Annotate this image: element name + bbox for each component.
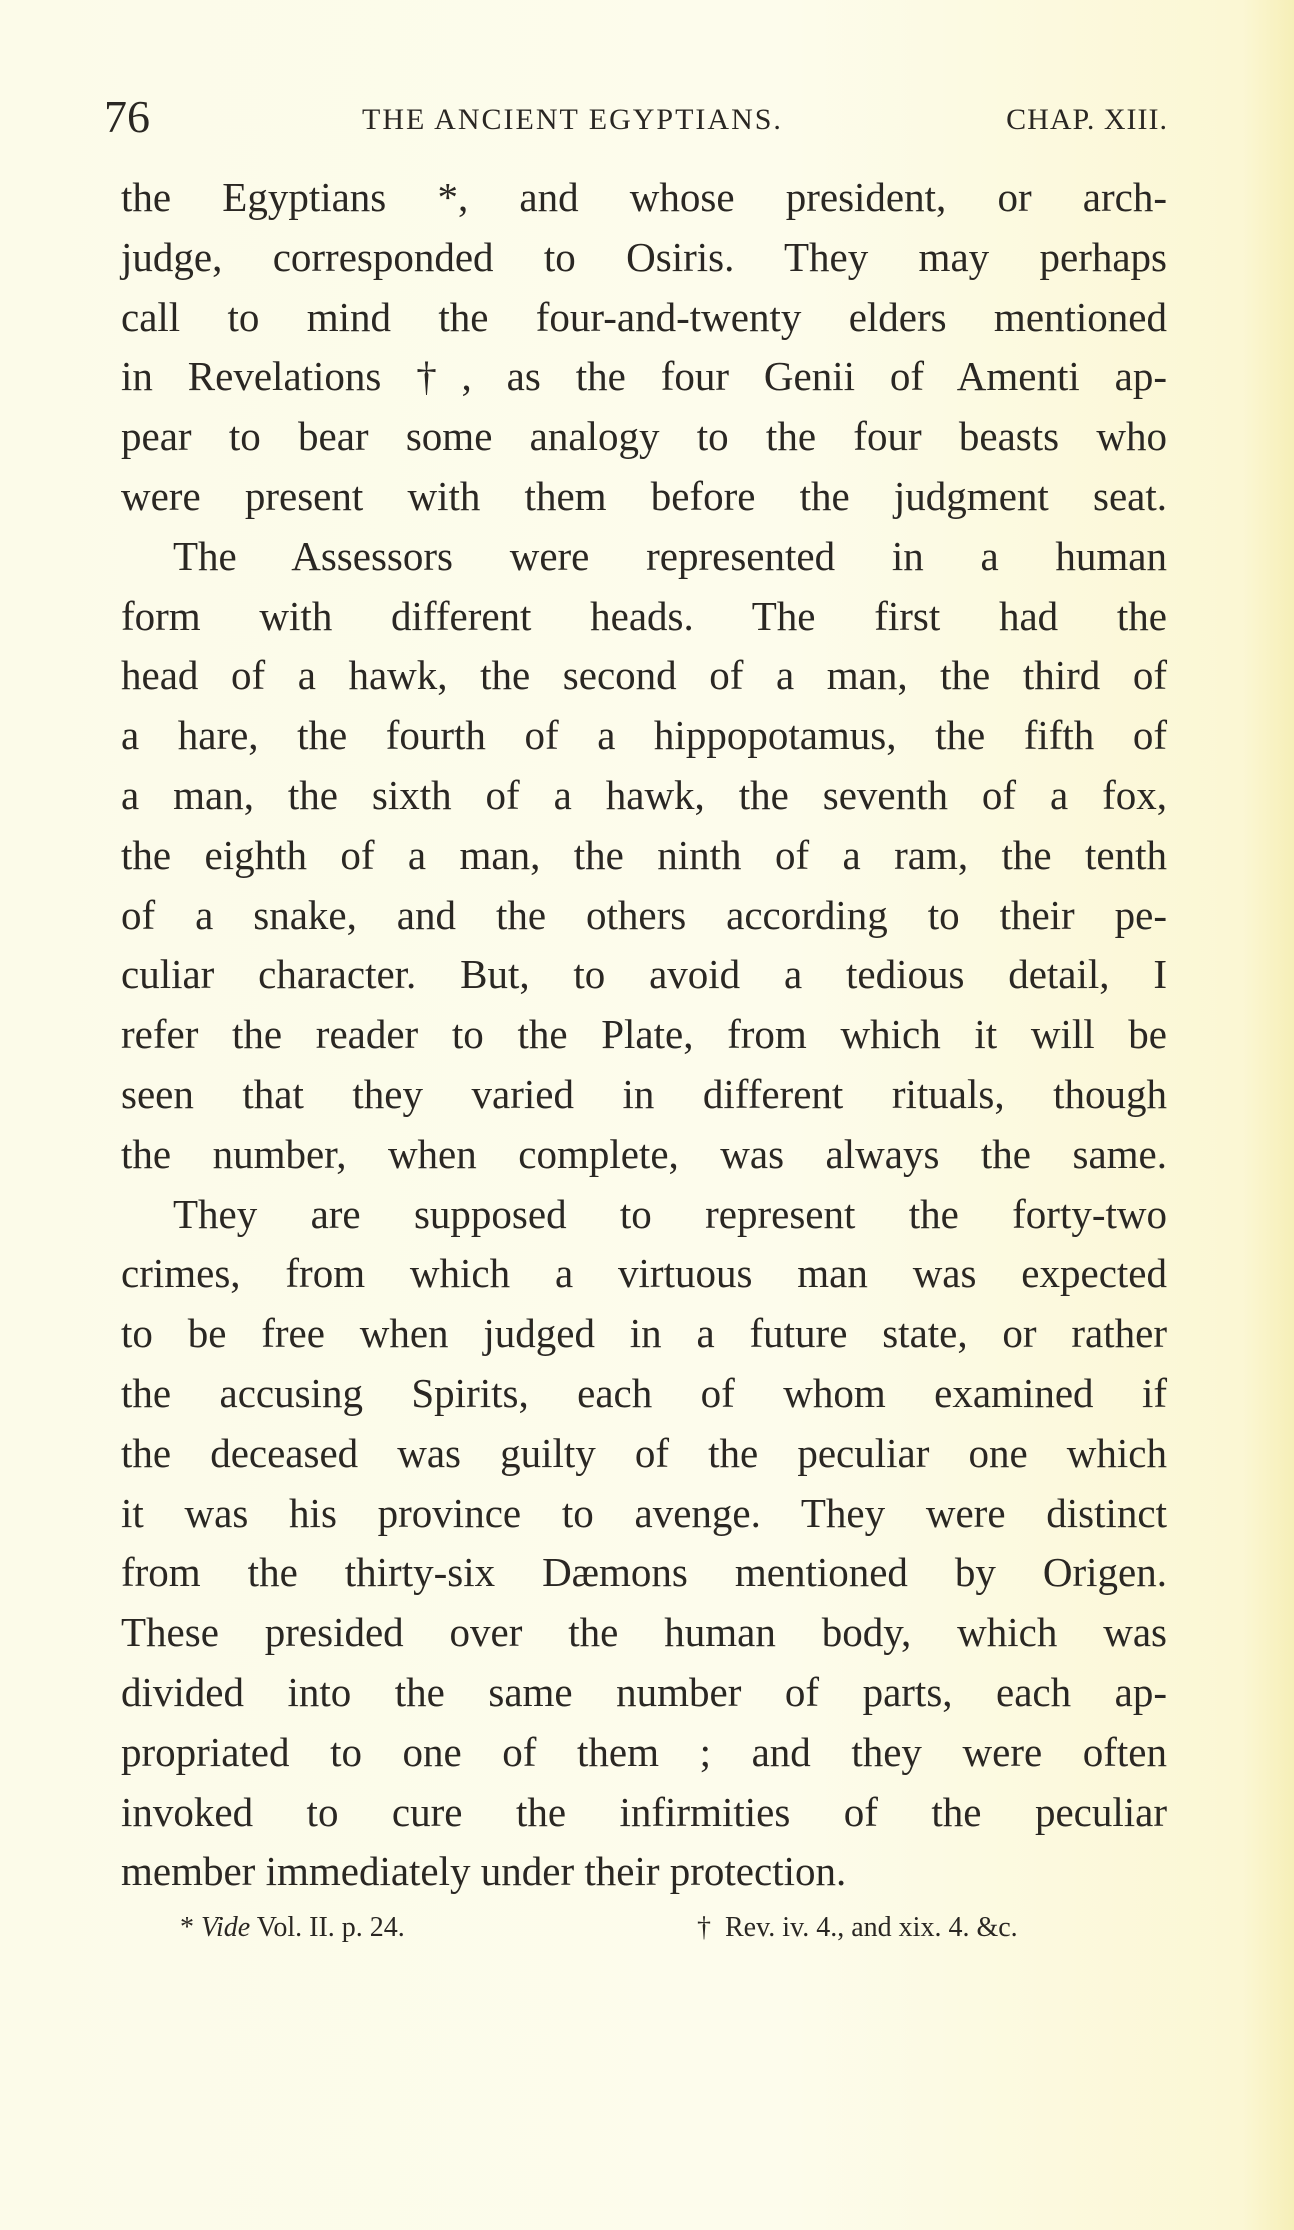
text-line: a hare, the fourth of a hippopotamus, the fifth of — [121, 712, 1167, 759]
footnote-1-mark: * — [180, 1912, 194, 1943]
text-line: to be free when judged in a future state, or rather — [121, 1310, 1167, 1357]
text-line: in Revelations †, as the four Genii of Amenti ap- — [121, 353, 1167, 400]
body-text — [121, 168, 1167, 1902]
text-line: the eighth of a man, the ninth of a ram, the tenth — [121, 831, 1167, 878]
text-line: member immediately under their protection. — [121, 1848, 847, 1895]
text-line: These presided over the human body, which was — [121, 1609, 1167, 1656]
text-line: seen that they varied in different rituals, though — [121, 1070, 1167, 1117]
page-number: 76 — [104, 91, 150, 142]
text-line: propriated to one of them ; and they were often — [121, 1728, 1167, 1775]
footnote-2-text: Rev. iv. 4., and xix. 4. &c. — [725, 1912, 1018, 1943]
text-line: culiar character. But, to avoid a tedious detail, I — [121, 951, 1167, 998]
footnote-2-mark: † — [697, 1912, 711, 1943]
text-line: the number, when complete, was always the same. — [121, 1130, 1167, 1177]
text-line: the accusing Spirits, each of whom examined if — [121, 1369, 1167, 1416]
text-line: the deceased was guilty of the peculiar one which — [121, 1429, 1167, 1476]
text-line: call to mind the four-and-twenty elders mentioned — [121, 293, 1167, 340]
text-line: pear to bear some analogy to the four beasts who — [121, 413, 1167, 460]
text-line: head of a hawk, the second of a man, the third of — [121, 652, 1167, 699]
text-line: divided into the same number of parts, each ap- — [121, 1668, 1167, 1715]
text-line: The Assessors were represented in a human — [173, 532, 1167, 579]
text-line: it was his province to avenge. They were distinct — [121, 1489, 1167, 1536]
text-line: crimes, from which a virtuous man was expected — [121, 1250, 1167, 1297]
footnote-1-italic: Vide — [201, 1912, 251, 1943]
running-header — [104, 92, 1168, 142]
text-line: were present with them before the judgment seat. — [121, 472, 1167, 519]
chapter-label: CHAP. XIII. — [1006, 103, 1168, 136]
text-line: refer the reader to the Plate, from which it will be — [121, 1011, 1167, 1058]
text-line: a man, the sixth of a hawk, the seventh of a fox, — [121, 771, 1167, 818]
text-line: the Egyptians *, and whose president, or arch- — [121, 174, 1167, 220]
text-line: judge, corresponded to Osiris. They may perhaps — [121, 233, 1167, 280]
footnote-1 — [180, 1908, 405, 1948]
text-line: form with different heads. The first had the — [121, 592, 1167, 639]
footnote-2 — [697, 1908, 1018, 1948]
text-line: invoked to cure the infirmities of the peculiar — [121, 1788, 1167, 1835]
text-line: They are supposed to represent the forty-two — [173, 1190, 1167, 1237]
running-title: THE ANCIENT EGYPTIANS. — [362, 103, 783, 136]
text-line: from the thirty-six Dæmons mentioned by Origen. — [121, 1549, 1167, 1596]
footnote-1-text: Vol. II. p. 24. — [256, 1912, 405, 1943]
text-line: of a snake, and the others according to their pe- — [121, 891, 1167, 938]
